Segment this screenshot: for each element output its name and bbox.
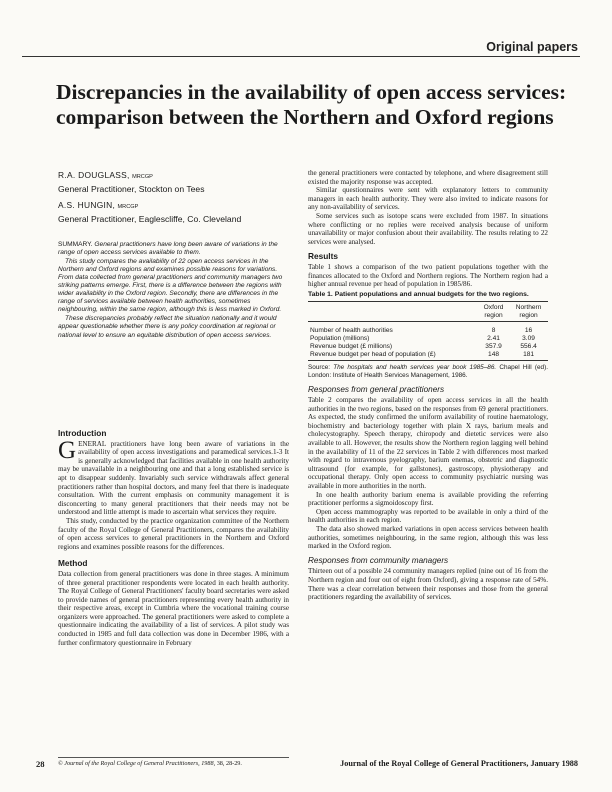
cm-heading: Responses from community managers	[308, 555, 449, 565]
cell-oxford: 148	[478, 351, 509, 361]
gp-heading: Responses from general practitioners	[308, 384, 445, 394]
method-p4: Some services such as isotope scans were excluded from 1987. In situations where conflicting or no replies were received analysis because of uniform unavailability or major confusion about their availability. The results relating to 22 services were analysed.	[308, 211, 548, 246]
cell-oxford: 2.41	[487, 335, 500, 343]
col-header-oxford-2: region	[478, 312, 509, 322]
table-row	[308, 351, 548, 361]
method-p2: the general practitioners were contacted by telephone, and where disagreement still existed the majority response was accepted.	[308, 169, 548, 186]
copyright-footnote	[58, 757, 289, 768]
source-lead: Source:	[308, 364, 331, 372]
col-header-northern-1: Northern	[509, 302, 548, 313]
journal-footer: Journal of the Royal College of General Practitioners, January 1988	[340, 759, 578, 768]
intro-heading: Introduction	[58, 428, 107, 438]
cm-p1: Thirteen out of a possible 24 community managers replied (nine out of 16 from the Northern region and four out of eight from Oxford), giving a response rate of 54%. There was a clear correlation between their responses and those from the general practitioners regarding the availability of services.	[308, 567, 548, 602]
author-2	[58, 199, 241, 225]
method-heading: Method	[58, 558, 88, 569]
table-row	[308, 322, 548, 336]
intro-p2: This study, conducted by the practice organization committee of the Northern faculty of the Royal College of General Practitioners, compares the availability of open access services to general practitioners in the Northern and Oxford regions and examines possible reasons for the differences.	[58, 516, 289, 551]
table-1-grid	[308, 301, 548, 361]
col-header-northern-2: region	[509, 312, 548, 322]
summary	[58, 241, 289, 341]
author-1-name: R.A. DOUGLASS,	[58, 170, 130, 180]
left-column	[58, 423, 289, 647]
row-label: Population (millions)	[310, 335, 370, 343]
gp-p1: Table 2 compares the availability of open access services in all the health authorities in the two regions, based on the responses from 69 general practitioners. As expected, the study confirmed the uniform availability of routine haematology, biochemistry and bacteriology together with plain X rays, barium meals and cholecystography. Speech therapy, chiropody and dietetic services were also available to all. However, the results show the Northern region lagging well behind in the availability of 11 of the 22 services in Table 2 with differences most marked with regard to intravenous pyelography, barium enemas, obstetric and diagnostic ultrasound (for example, for gallstones), gastroscopy, physiotherapy and occupational therapy. Only open access to community psychiatric nursing was available in more authorities in the north.	[308, 396, 548, 491]
results-p1: Table 1 shows a comparison of the two patient populations together with the finances allocated to the Oxford and Northern regions. The Northern region had a higher annual revenue per head of population in 1985/86.	[308, 262, 548, 289]
col-header-oxford-1: Oxford	[478, 302, 509, 313]
method-p1: Data collection from general practitioners was done in three stages. A minimum of three general practitioner respondents were located in each health authority. The Royal College of General Practitioners' faculty board secretaries were asked to provide names of general practitioners representing every health authority in their respective areas, except in Cumbria where the vocational training course organizers were approached. The general practitioners were asked to complete a questionnaire indicating the availability of a list of services. A pilot study was conducted in 1985 and full data collection was done in December 1986, with a further confirmatory questionnaire in February	[58, 569, 289, 647]
method-p3: Similar questionnaires were sent with explanatory letters to community managers in each health authority. They were also invited to indicate reasons for any non-availability of services.	[308, 186, 548, 212]
summary-p1: General practitioners have long been aware of variations in the range of open access services available to them.	[58, 241, 278, 257]
author-1	[58, 169, 205, 195]
article-title: Discrepancies in the availability of open access services: comparison between the Northern and Oxford regions	[56, 80, 567, 129]
source-rest: Chapel Hill (ed). London: Institute of Health Services Management, 1986.	[308, 364, 549, 379]
table-row	[308, 343, 548, 351]
dropcap: G	[58, 436, 77, 464]
cell-northern: 181	[509, 351, 548, 361]
gp-p2: In one health authority barium enema is available providing the referring practitioner performs a sigmoidoscopy first.	[308, 490, 548, 508]
cell-oxford: 357.9	[485, 343, 502, 351]
author-1-affiliation: General Practitioner, Stockton on Tees	[58, 184, 205, 194]
table-1-caption: Table 1. Patient populations and annual budgets for the two regions.	[308, 290, 529, 298]
table-row	[308, 335, 548, 343]
cell-oxford: 8	[491, 327, 496, 335]
cell-northern: 556.4	[520, 343, 537, 351]
footnote-text: © Journal of the Royal College of General Practitioners, 1988,	[58, 760, 216, 767]
footnote-volume: 38,	[216, 760, 225, 767]
intro-p1: ENERAL practitioners have long been aware of variations in the availability of open access investigations and paramedical services.1-3 It is generally acknowledged that facilities available in one health authority may be unavailable in a neighbouring one and that a long established service is apt to disappear suddenly. Invariably such service withdrawals affect general practitioners rather than hospital doctors, and many feel that there is inadequate consultation. With the current emphasis on community management it is disconcerting to many general practitioners that their needs may not be understood and little attempt is made to ascertain what services they require.	[58, 439, 289, 517]
row-label: Revenue budget (£ millions)	[310, 343, 393, 351]
row-label: Revenue budget per head of population (£)	[308, 351, 478, 361]
table-1-source	[308, 364, 548, 379]
author-2-affiliation: General Practitioner, Eaglescliffe, Co. Cleveland	[58, 214, 242, 224]
gp-p4: The data also showed marked variations in open access services between health authorities, sometimes neighbouring, in the same region, although this was less marked in the Oxford region.	[308, 525, 548, 551]
row-label: Number of health authorities	[310, 327, 393, 335]
header-rule	[22, 56, 580, 57]
cell-northern: 3.09	[522, 335, 535, 343]
source-title: The hospitals and health services year book 1985–86.	[333, 364, 497, 372]
results-heading: Results	[308, 251, 338, 262]
summary-p3: These discrepancies probably reflect the situation nationally and it would appear questionable whether there is any policy coordination at regional or national level to ensure an equitable distribution of open access services.	[58, 315, 277, 339]
page-number: 28	[36, 759, 45, 769]
footnote-pages: 28-29.	[225, 760, 242, 767]
author-2-degree: MRCGP	[117, 204, 139, 210]
gp-p3: Open access mammography was reported to be available in only a third of the health authorities in each region.	[308, 507, 548, 525]
table-1	[308, 291, 548, 380]
author-1-degree: MRCGP	[132, 174, 153, 180]
right-column	[308, 169, 548, 602]
section-label: Original papers	[486, 40, 578, 54]
summary-lead: SUMMARY.	[58, 241, 93, 248]
author-2-name: A.S. HUNGIN,	[58, 200, 116, 210]
cell-northern: 16	[524, 327, 533, 335]
summary-p2: This study compares the availability of 22 open access services in the Northern and Oxford regions and examines possible reasons for variations. From data collected from general practitioners and community managers two striking patterns emerge. First, there is a difference between the regions with wider availability in the Oxford region. Secondly, there are differences in the range of services available between health authorities, sometimes neighbouring, within the same region, although this is less marked in Oxford.	[58, 258, 283, 314]
